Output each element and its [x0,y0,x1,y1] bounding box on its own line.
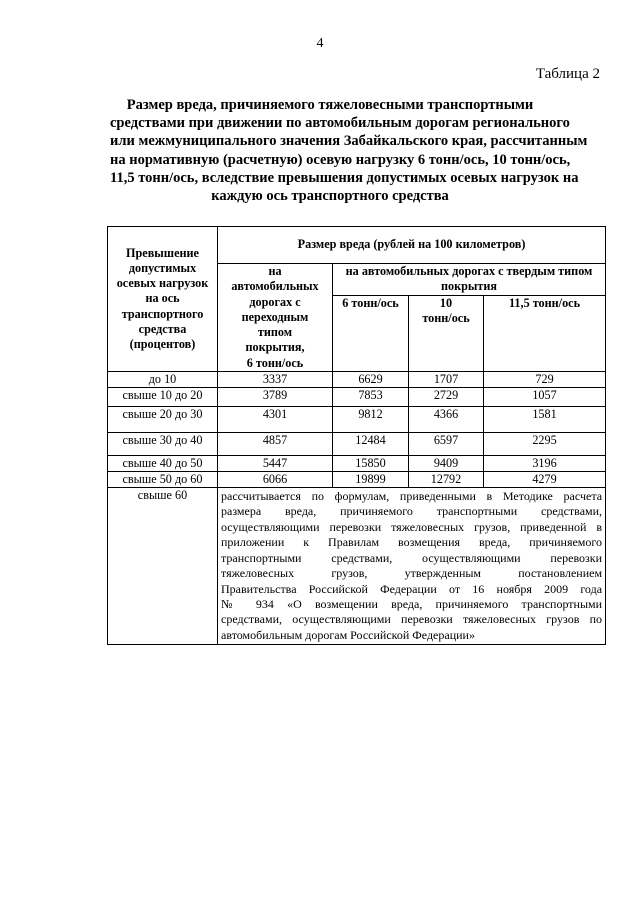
overload-percent-header: Превышение допустимых осевых нагрузок на ось транспортного средства (процентов) [108,227,218,372]
table-row: до 10 3337 6629 1707 729 [108,372,606,388]
table-row: свыше 20 до 30 4301 9812 4366 1581 [108,407,606,433]
hard-10t-header: 10 тонн/ось [409,295,484,371]
table-row: свыше 30 до 40 4857 12484 6597 2295 [108,433,606,456]
calculation-note: рассчитывается по формулам, приведенными в Методике расчета размера вреда, причиняемого транспортными средствами, осуществляющими перевозки тяжеловесных грузов, приведенной в приложении к Правилам возмещения вреда, причиняемого транспортными средствами, осуществляющими перевозки тяжеловесных грузов, утвержденным постановлением Правительства Российской Федерации от 16 ноября 2009 года № 934 «О возмещении вреда, причиняемого транспортными средствами, осуществляющими перевозки тяжеловесных грузов по автомобильным дорогам Российской Федерации» [218,488,606,645]
transitional-road-header: на автомобильных дорогах с переходным типом покрытия, 6 тонн/ось [218,264,333,372]
title-line: средствами при движении по автомобильным дорогам регионального [110,115,570,132]
table-row: свыше 10 до 20 3789 7853 2729 1057 [108,388,606,407]
table-row: свыше 50 до 60 6066 19899 12792 4279 [108,472,606,488]
hard-6t-header: 6 тонн/ось [333,295,409,371]
table-row: свыше 40 до 50 5447 15850 9409 3196 [108,456,606,472]
title-line: Размер вреда, причиняемого тяжеловесными транспортными [126,97,534,113]
harm-table [107,226,606,645]
title-line: каждую ось транспортного средства [211,188,449,205]
page-number: 4 [316,36,324,51]
hard-11-5t-header: 11,5 тонн/ось [484,295,606,371]
table-label: Таблица 2 [535,66,600,82]
document-title [110,96,588,205]
table-row-over-60: свыше 60 рассчитывается по формулам, приведенными в Методике расчета размера вреда, причиняемого транспортными средствами, осуществляющими перевозки тяжеловесных грузов, приведенной в приложении к Правилам возмещения вреда, причиняемого транспортными средствами, осуществляющими перевозки тяжеловесных грузов, утвержденным постановлением Правительства Российской Федерации от 16 ноября 2009 года № 934 «О возмещении вреда, причиняемого транспортными средствами, осуществляющими перевозки тяжеловесных грузов по автомобильным дорогам Российской Федерации» [108,488,606,645]
hard-road-header: на автомобильных дорогах с твердым типом покрытия [333,264,606,296]
title-line: или межмуниципального значения Забайкальского края, рассчитанным [110,133,588,150]
title-line: 11,5 тонн/ось, вследствие превышения допустимых осевых нагрузок на [110,169,579,186]
title-line: на нормативную (расчетную) осевую нагрузку 6 тонн/ось, 10 тонн/ось, [110,151,571,168]
harm-size-group-header: Размер вреда (рублей на 100 километров) [218,227,606,264]
